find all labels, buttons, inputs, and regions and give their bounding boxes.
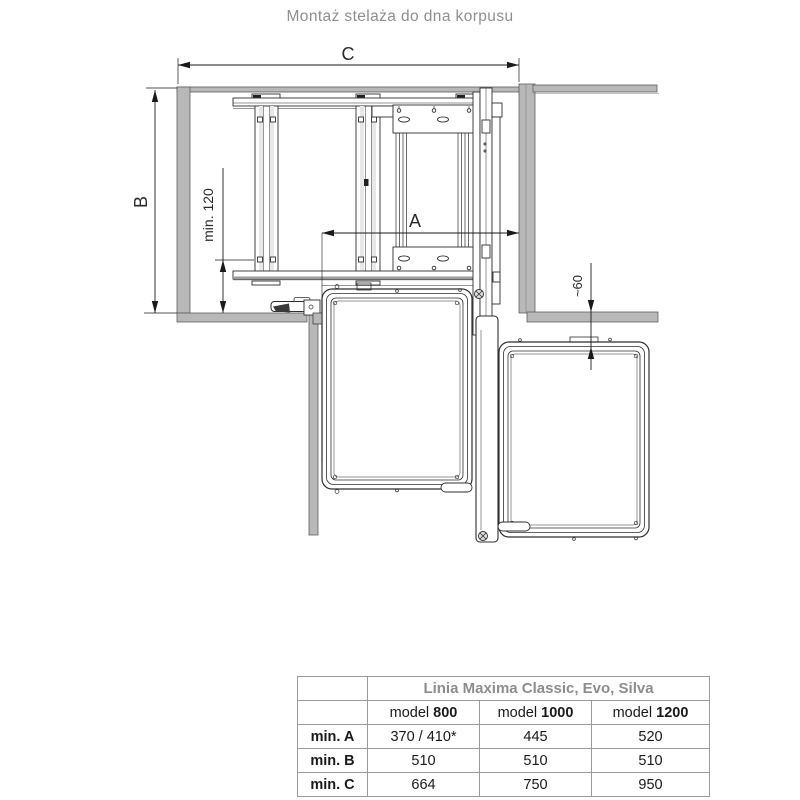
- corner-cell: [298, 677, 368, 701]
- front-door-rail: [475, 290, 499, 543]
- corner-cell: [298, 701, 368, 725]
- spec-value: 510: [592, 749, 710, 773]
- page-title: Montaż stelaża do dna korpusu: [286, 8, 514, 25]
- right-tray: [498, 337, 649, 540]
- row-label: min. B: [298, 749, 368, 773]
- row-label: min. A: [298, 725, 368, 749]
- table-row-series: [298, 677, 710, 701]
- spec-value: 510: [480, 749, 592, 773]
- dim-b-label: B: [131, 195, 151, 209]
- dim-a-label: A: [408, 211, 422, 231]
- dim-min120-label: min. 120: [200, 188, 216, 242]
- spec-value: 445: [480, 725, 592, 749]
- table-row-min-c: [298, 773, 710, 797]
- frame-left-post: [255, 106, 278, 271]
- cabinet-bottom-front-left: [177, 313, 307, 322]
- row-label: min. C: [298, 773, 368, 797]
- series-header: Linia Maxima Classic, Evo, Silva: [368, 677, 710, 701]
- spec-value: 750: [480, 773, 592, 797]
- center-tray: [322, 283, 472, 494]
- screw-bottom: [479, 532, 488, 541]
- dim-b: [131, 88, 177, 313]
- door-panel: [309, 314, 318, 535]
- dim-min120: [200, 168, 254, 313]
- cabinet-left-wall: [177, 87, 190, 313]
- door-rail-assembly: [473, 88, 502, 338]
- spec-value: 950: [592, 773, 710, 797]
- spec-value: 510: [368, 749, 480, 773]
- table-row-models: [298, 701, 710, 725]
- table-row-min-a: [298, 725, 710, 749]
- spec-value: 370 / 410*: [368, 725, 480, 749]
- cabinet-back-wall-left: [177, 87, 519, 92]
- cabinet-back-wall-right: [533, 85, 657, 92]
- frame-bottom-rail: [233, 271, 477, 286]
- frame-middle-post: [356, 106, 380, 271]
- model-header-1200: model 1200: [592, 701, 710, 725]
- frame-mechanism: [233, 88, 502, 338]
- table-row-min-b: [298, 749, 710, 773]
- model-header-800: model 800: [368, 701, 480, 725]
- dim-gap60-label: ~60: [570, 274, 585, 298]
- carriage-columns: [396, 133, 469, 247]
- dim-c-label: C: [341, 44, 355, 64]
- spec-table: [297, 676, 710, 797]
- screw-top: [475, 290, 484, 299]
- carriage-top-plate: [372, 105, 477, 133]
- partition-wall: [519, 84, 535, 313]
- spec-value: 520: [592, 725, 710, 749]
- dim-c: [178, 44, 519, 84]
- model-header-1000: model 1000: [480, 701, 592, 725]
- spec-value: 664: [368, 773, 480, 797]
- cabinet-bottom-front-right: [527, 312, 658, 322]
